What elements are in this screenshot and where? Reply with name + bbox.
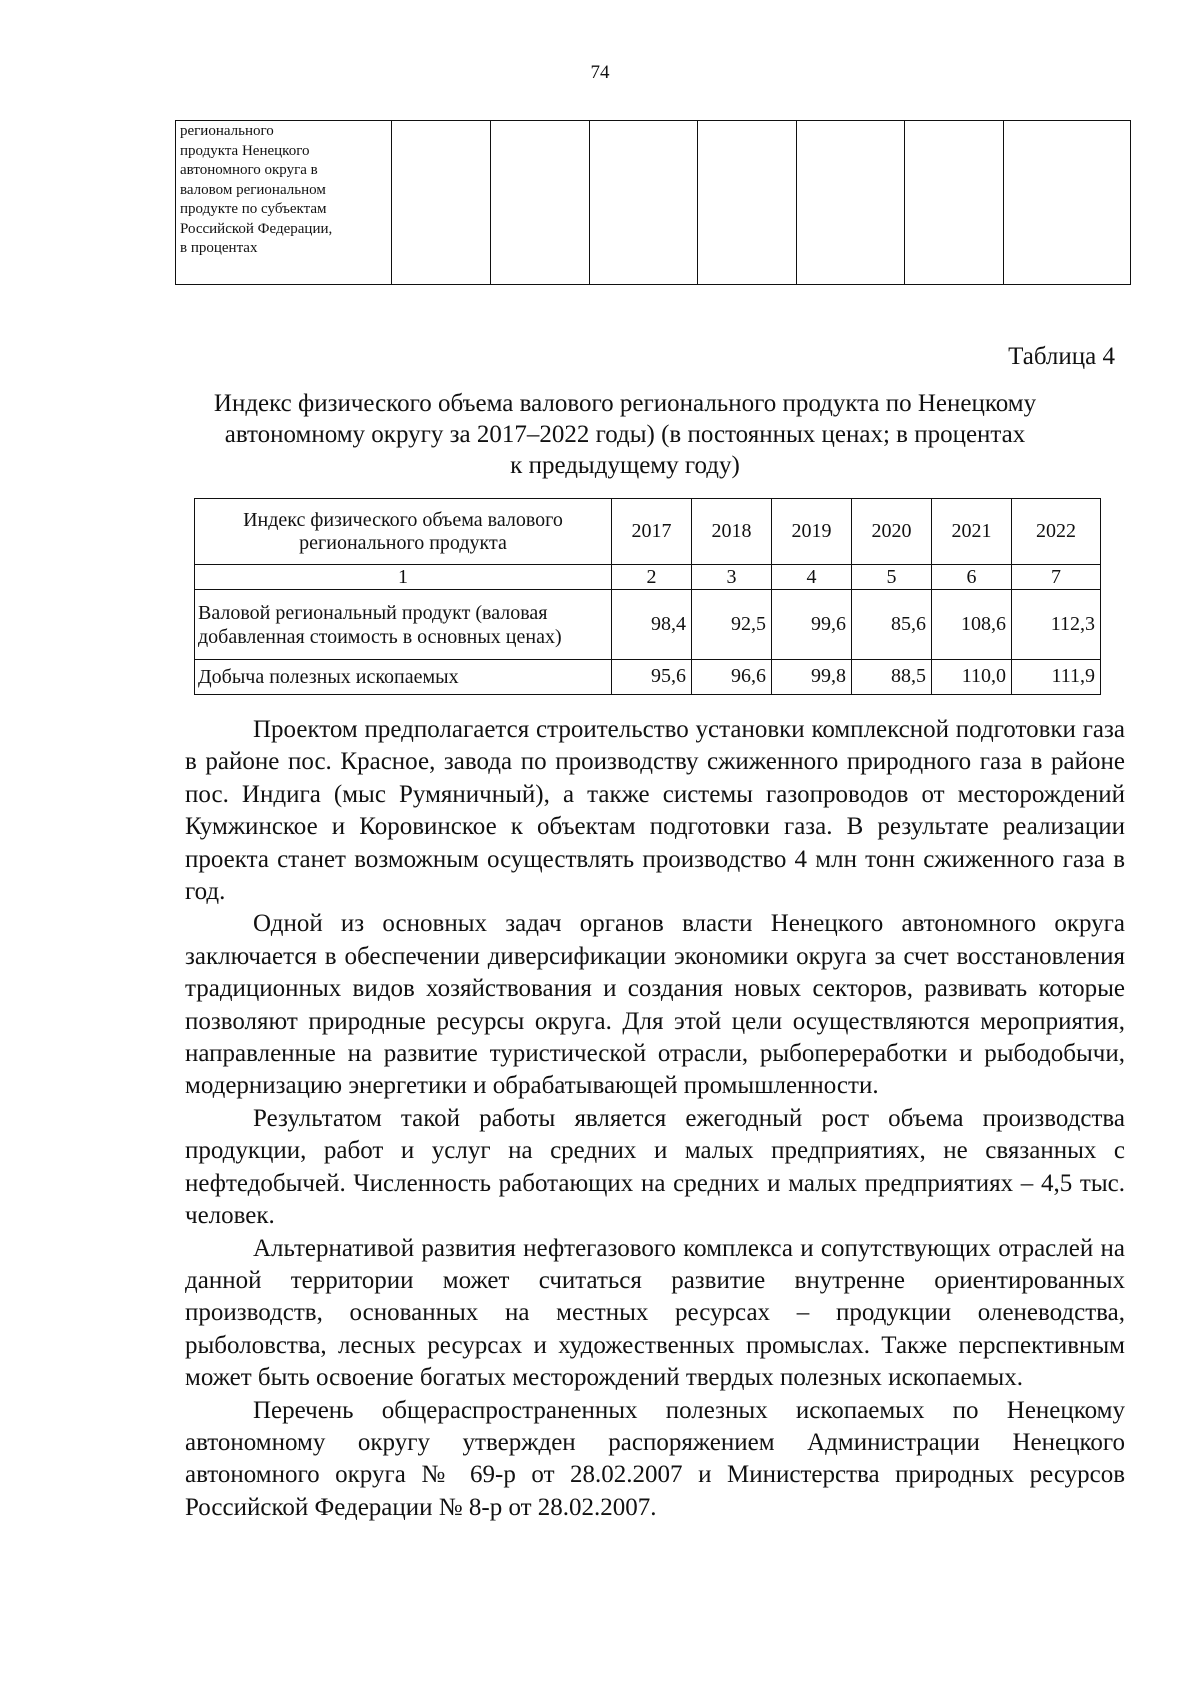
table-cell: 88,5 xyxy=(852,659,932,694)
gross-regional-product-index-table xyxy=(194,498,1101,695)
table-caption: Таблица 4 xyxy=(1008,343,1115,370)
column-header-year: 2018 xyxy=(692,499,772,565)
row-label: Добыча полезных ископаемых xyxy=(195,659,612,694)
table-title xyxy=(150,388,1100,481)
table-cell: 92,5 xyxy=(692,590,772,659)
table-cell: 108,6 xyxy=(932,590,1012,659)
column-header-indicator: Индекс физического объема валового регионального продукта xyxy=(195,499,612,565)
column-index: 2 xyxy=(612,565,692,590)
label-line: продукте по субъектам xyxy=(180,201,327,217)
empty-cell xyxy=(392,121,491,285)
column-header-year: 2022 xyxy=(1012,499,1101,565)
paragraph: Результатом такой работы является ежегодный рост объема производства продукции, работ и услуг на средних и малых предприятиях, не связанных с нефтедобычей. Численность работающих на средних и малых предприятиях – 4,5 тыс. человек. xyxy=(185,1104,1125,1230)
column-index: 7 xyxy=(1012,565,1101,590)
column-index: 4 xyxy=(772,565,852,590)
table-cell: 96,6 xyxy=(692,659,772,694)
column-header-year: 2017 xyxy=(612,499,692,565)
table-row xyxy=(195,590,1101,659)
empty-cell xyxy=(905,121,1004,285)
table-cell: 111,9 xyxy=(1012,659,1101,694)
paragraph: Одной из основных задач органов власти Ненецкого автономного округа заключается в обеспечении диверсификации экономики округа за счет восстановления традиционных видов хозяйствования и создания новых секторов, развивать которые позволяют природные ресурсы округа. Для этой цели осуществляются мероприятия, направленные на развитие туристической отрасли, рыбопереработки и рыбодобычи, модернизацию энергетики и обрабатывающей промышленности. xyxy=(185,910,1125,1100)
paragraph: Альтернативой развития нефтегазового комплекса и сопутствующих отраслей на данной территории может считаться развитие внутренне ориентированных производств, основанных на местных ресурсах – продукции оленеводства, рыболовства, лесных ресурсах и художественных промыслах. Также перспективным может быть освоение богатых месторождений твердых полезных ископаемых. xyxy=(185,1234,1125,1392)
empty-cell xyxy=(590,121,698,285)
label-line: Российской Федерации, xyxy=(180,220,333,237)
column-index: 5 xyxy=(852,565,932,590)
column-header-year: 2021 xyxy=(932,499,1012,565)
label-line: автономного округа в xyxy=(180,162,318,178)
column-index: 6 xyxy=(932,565,1012,590)
column-index: 1 xyxy=(195,565,612,590)
column-header-year: 2020 xyxy=(852,499,932,565)
paragraph: Перечень общераспространенных полезных ископаемых по Ненецкому автономному округу утвержден распоряжением Администрации Ненецкого автономного округа № 69-р от 28.02.2007 и Министерства природных ресурсов Российской Федерации № 8-р от 28.02.2007. xyxy=(185,1396,1125,1521)
table-header-row xyxy=(195,499,1101,565)
empty-cell xyxy=(698,121,797,285)
label-line: продукта Ненецкого xyxy=(180,142,310,159)
label-line: регионального xyxy=(180,123,274,139)
column-index-row xyxy=(195,565,1101,590)
column-index: 3 xyxy=(692,565,772,590)
paragraph: Проектом предполагается строительство установки комплексной подготовки газа в районе пос. Красное, завода по производству сжиженного природного газа в районе пос. Индига (мыс Румяничный), а также системы газопроводов от месторождений Кумжинское и Коровинское к объектам подготовки газа. В результате реализации проекта станет возможным осуществлять производство 4 млн тонн сжиженного газа в год. xyxy=(185,716,1125,906)
table-cell: 95,6 xyxy=(612,659,692,694)
column-header-year: 2019 xyxy=(772,499,852,565)
empty-cell xyxy=(1004,121,1131,285)
table-cell: 112,3 xyxy=(1012,590,1101,659)
empty-cell xyxy=(797,121,905,285)
table-cell: 85,6 xyxy=(852,590,932,659)
table-row xyxy=(195,659,1101,694)
table-cell: 99,8 xyxy=(772,659,852,694)
table-row xyxy=(176,121,1131,285)
table-cell: 98,4 xyxy=(612,590,692,659)
table-cell: 99,6 xyxy=(772,590,852,659)
label-line: в процентах xyxy=(180,240,258,256)
label-line: валовом региональном xyxy=(180,181,326,198)
continuation-table xyxy=(175,120,1131,285)
title-line: к предыдущему году) xyxy=(510,452,740,479)
title-line: Индекс физического объема валового регионального продукта по Ненецкому xyxy=(213,390,1037,417)
empty-cell xyxy=(491,121,590,285)
row-label: Валовой региональный продукт (валовая добавленная стоимость в основных ценах) xyxy=(195,590,612,659)
table-cell: 110,0 xyxy=(932,659,1012,694)
body-text xyxy=(185,714,1125,1524)
continuation-row-label xyxy=(176,121,392,285)
title-line: автономному округу за 2017–2022 годы) (в постоянных ценах; в процентах xyxy=(224,421,1026,448)
page-number: 74 xyxy=(590,62,610,83)
